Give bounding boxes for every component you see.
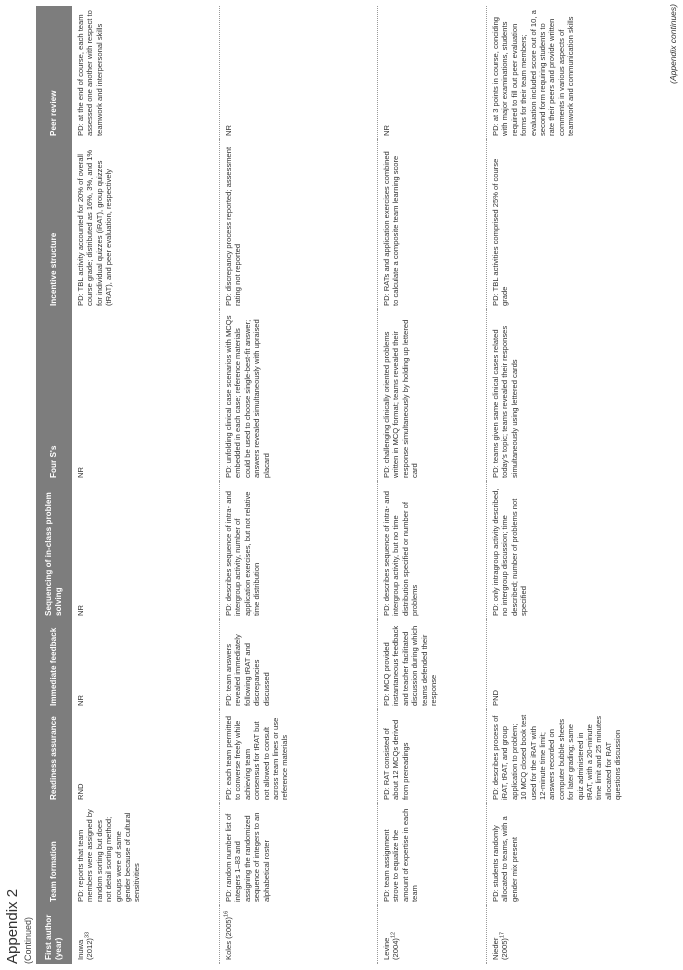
table-cell: PD: discrepancy process reported; assessment rating not reported bbox=[220, 140, 378, 310]
column-header: Immediate feedback bbox=[36, 620, 72, 710]
author-name: Nieder (2005) bbox=[491, 937, 510, 960]
column-header: Readiness assurance bbox=[36, 710, 72, 804]
column-header: Sequencing of in-class problem solving bbox=[36, 482, 72, 620]
table-cell: PD: team assignment strove to equalize the amount of expertise in each team bbox=[378, 804, 487, 906]
table-row bbox=[220, 6, 378, 964]
table-cell: PD: random number list of integers 1–83 and assigning the randomized sequence of integers to an alphabetical roster bbox=[220, 804, 378, 906]
appendix-subtitle: (Continued) bbox=[23, 916, 33, 964]
table-cell: PD: TBL activity accounted for 20% of overall course grade; distributed as 16%, 3%, and 1% for individual quizzes (iRAT), group quizzes (tRAT), and peer evaluation, respectively bbox=[72, 140, 220, 310]
table-cell: NR bbox=[220, 6, 378, 140]
table-cell: NR bbox=[378, 6, 487, 140]
column-header: Peer review bbox=[36, 6, 72, 140]
reference-number: 16 bbox=[223, 910, 230, 917]
appendix-title: Appendix 2 bbox=[4, 888, 21, 964]
column-header: Incentive structure bbox=[36, 140, 72, 310]
table-cell: PND bbox=[487, 620, 683, 710]
table-cell: PD: describes sequence of intra- and intergroup activity, but no time distribution specified or number of problems bbox=[378, 482, 487, 620]
table-cell: PD: teams given same clinical cases related today's topic; teams revealed their responses simultaneously using lettered cards bbox=[487, 310, 683, 482]
author-cell bbox=[378, 906, 487, 964]
reference-number: 12 bbox=[390, 931, 397, 939]
table-cell: PD: reports that team members were assigned by random sorting but does not detail sorting method; groups were of same gender because of cultural sensitivities bbox=[72, 804, 220, 906]
appendix-table bbox=[36, 6, 683, 964]
reference-number: 33 bbox=[84, 931, 91, 939]
continues-note: (Appendix continues) bbox=[668, 4, 678, 84]
table-row bbox=[487, 6, 683, 964]
table-cell: PD: TBL activities comprised 25% of course grade bbox=[487, 140, 683, 310]
table-cell: NR bbox=[72, 482, 220, 620]
column-header: Four S's bbox=[36, 310, 72, 482]
table-cell: PD: at the end of course, each team assessed one another with respect to teamwork and interpersonal skills bbox=[72, 6, 220, 140]
reference-number: 17 bbox=[499, 931, 506, 939]
table-row bbox=[72, 6, 220, 964]
table-cell: PD: challenging clinically oriented problems written in MCQ format; teams revealed their response simultaneously by holding up lettered card bbox=[378, 310, 487, 482]
table-cell: PD: describes process of iRAT, tRAT, and group application to problem; 10 MCQ closed book test used for the iRAT with 12-minute time limit; answers recorded on computer bubble sheets for later grading; same quiz administered in tRAT, with a 20-minute time limit and 25 minutes allocated for RAT questions discussion bbox=[487, 710, 683, 804]
author-cell bbox=[220, 906, 378, 964]
author-name: Koles (2005) bbox=[224, 916, 233, 960]
author-cell bbox=[72, 906, 220, 964]
table-cell: PD: RATs and application exercises combined to calculate a composite team learning score bbox=[378, 140, 487, 310]
column-header: First author (year) bbox=[36, 906, 72, 964]
column-header: Team formation bbox=[36, 804, 72, 906]
author-name: Levine (2004) bbox=[382, 937, 401, 960]
author-name: Inuwa (2012) bbox=[76, 938, 95, 960]
table-cell: PD: MCQ provided instantaneous feedback and teacher facilitated discussion during which teams defended their response bbox=[378, 620, 487, 710]
table-row bbox=[378, 6, 487, 964]
table-cell: PD: describes sequence of intra- and intergroup activity, number of application exercises, but not relative time distribution bbox=[220, 482, 378, 620]
table-cell: PD: unfolding clinical case scenarios with MCQs embedded in each case; reference materials could be used to choose single-best-fit answer; answers revealed simultaneously with upraised placard bbox=[220, 310, 378, 482]
table-cell: NR bbox=[72, 310, 220, 482]
table-cell: PD: RAT consisted of about 12 MCQs derived from prereadings bbox=[378, 710, 487, 804]
table-cell: NR bbox=[72, 620, 220, 710]
author-cell bbox=[487, 906, 683, 964]
table-cell: RND bbox=[72, 710, 220, 804]
table-header-row bbox=[36, 6, 72, 964]
table-cell: PD: at 3 points in course, conciding with major examinations, students required to fill out peer evaluation forms for their team members; evaluation included score out of 10, a second form requiring students to rate their peers and provide written comments in various aspects of teamwork and communication skills bbox=[487, 6, 683, 140]
table-cell: PD: each team permitted to converse freely while achieving team consensus for tRAT but not allowed to consult across team lines or use reference materials bbox=[220, 710, 378, 804]
table-cell: PD: students randomly allocated to teams, with a gender mix present bbox=[487, 804, 683, 906]
table-cell: PD: only intragroup activity described, no intergroup discussion; time described; number of problems not specified bbox=[487, 482, 683, 620]
table-cell: PD: team answers revealed immediately following tRAT and discrepancies discussed bbox=[220, 620, 378, 710]
